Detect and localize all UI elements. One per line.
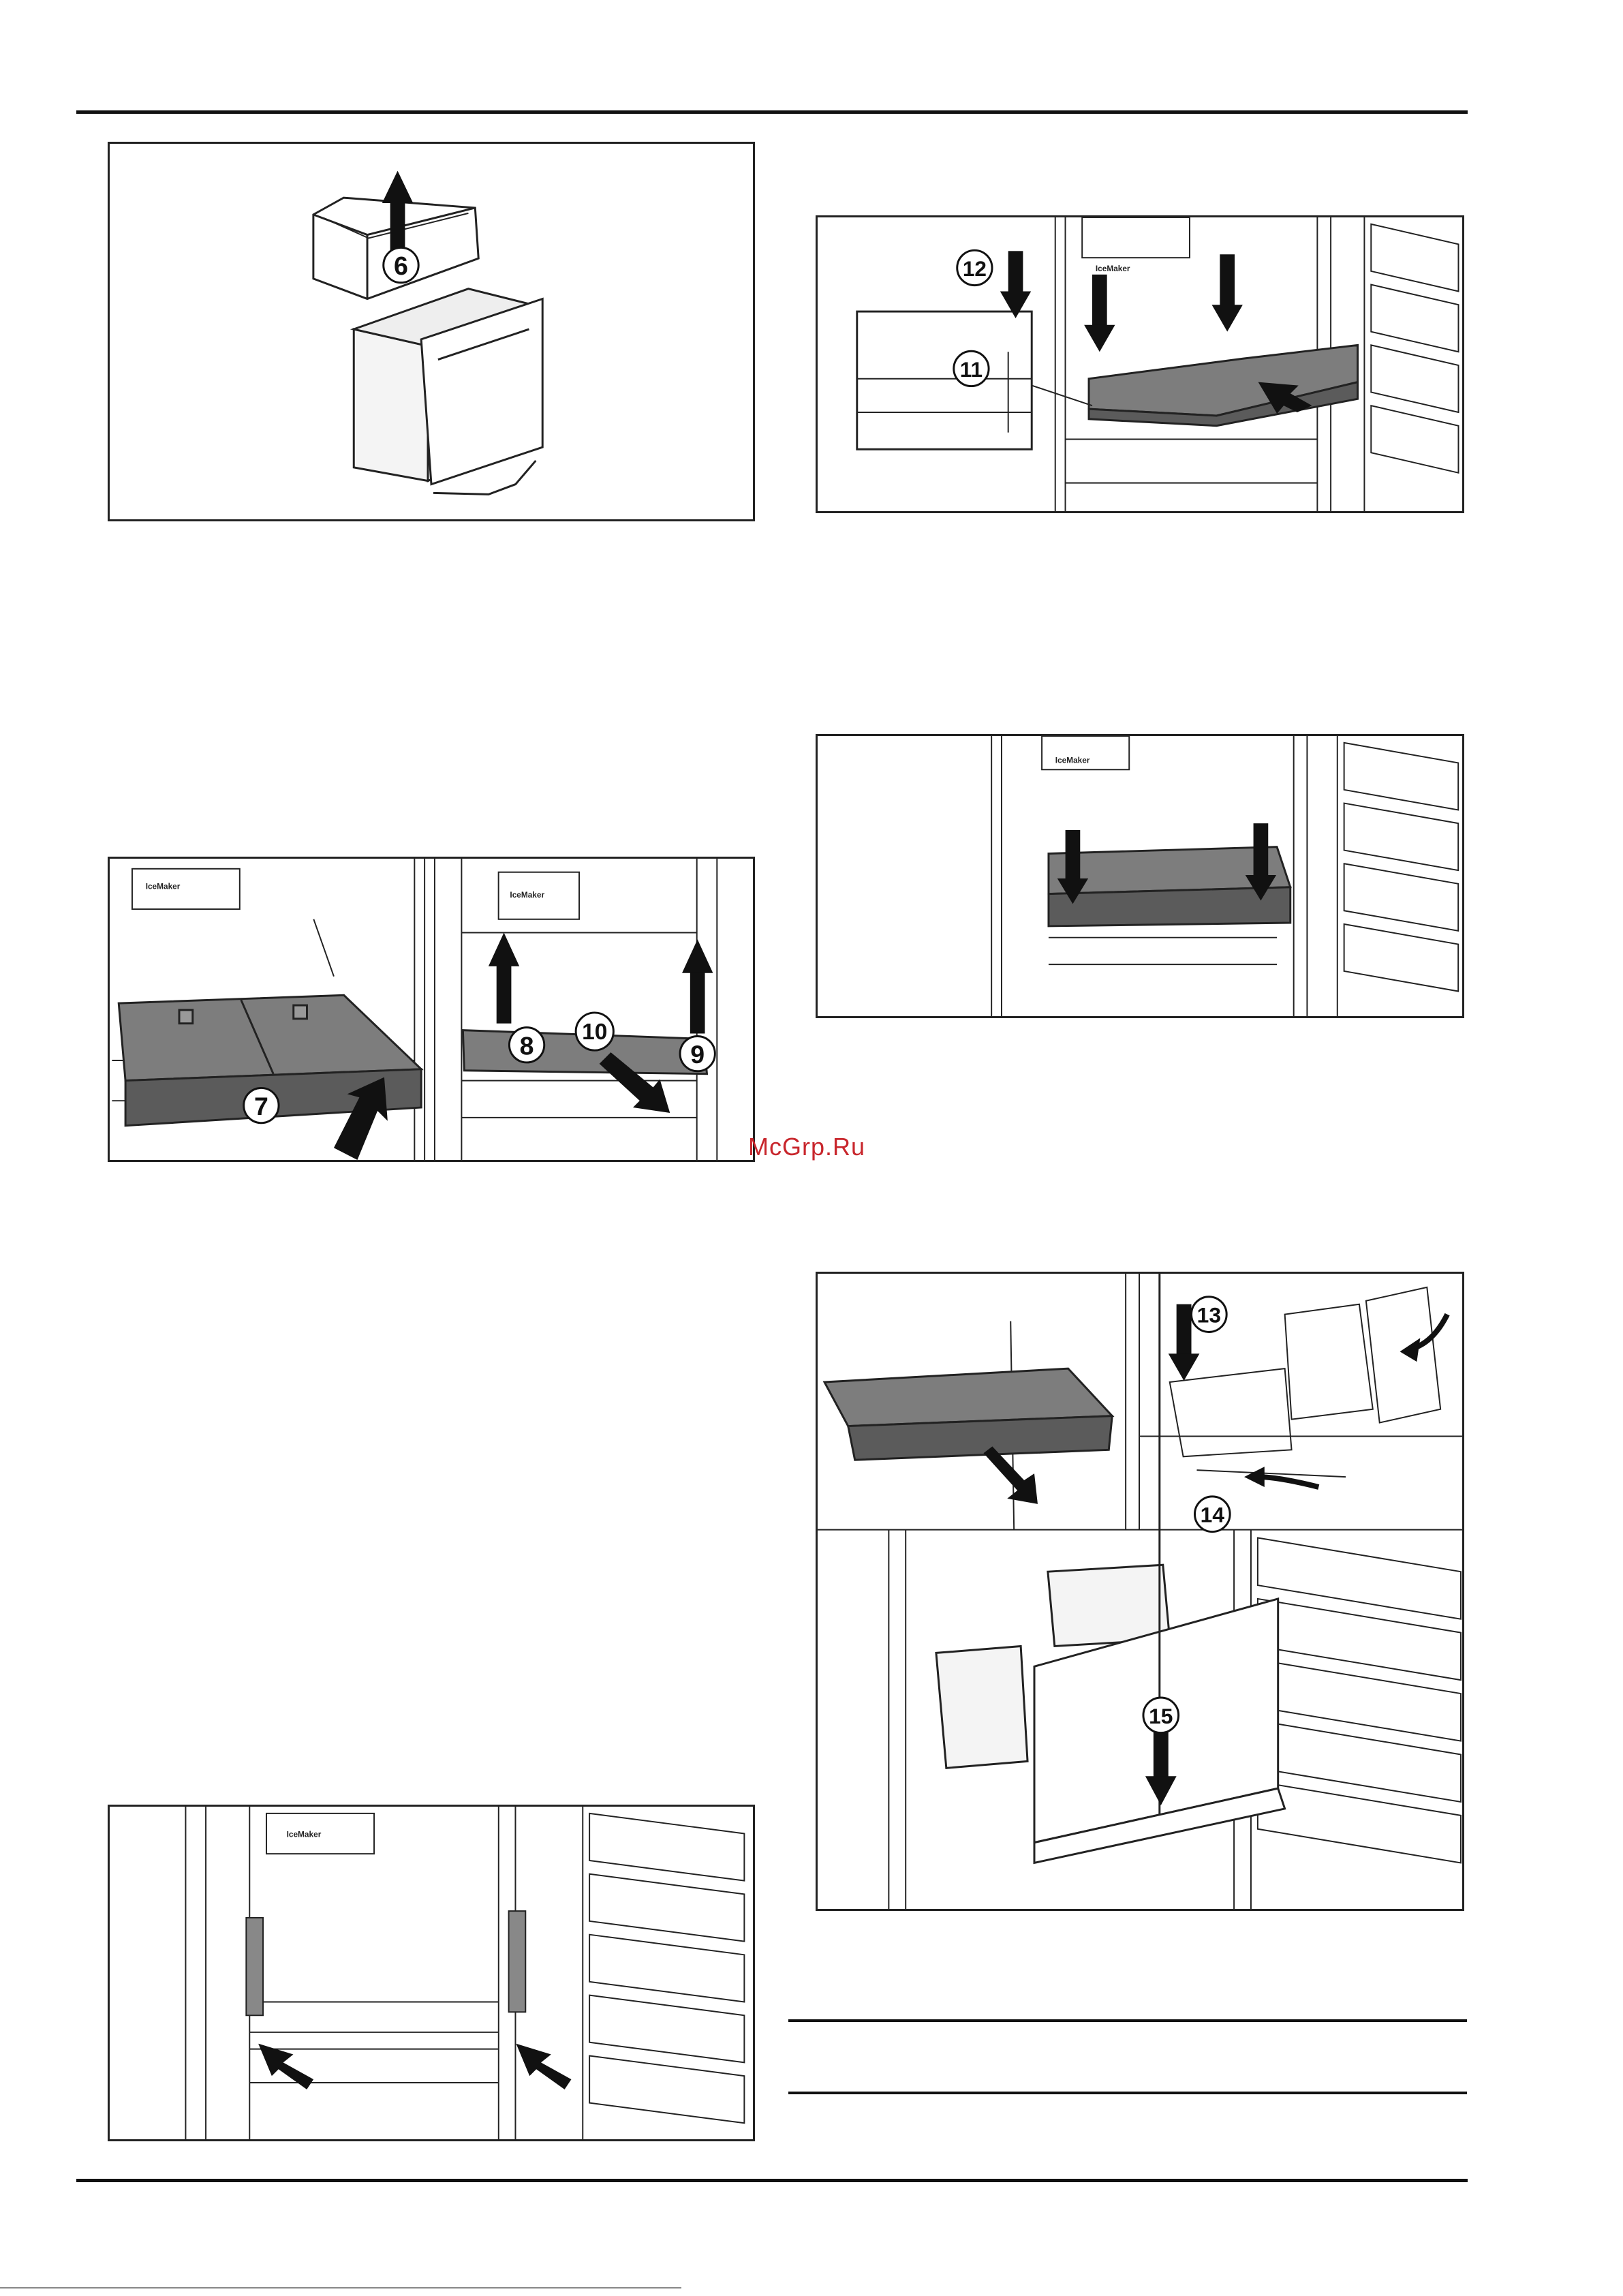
step-15-label: 15 — [1149, 1703, 1173, 1728]
icemaker-label-rails: IceMaker — [286, 1829, 322, 1839]
figure-rails — [108, 1805, 755, 2141]
icemaker-label-left: IceMaker — [145, 881, 181, 891]
icemaker-label-install: IceMaker — [1095, 263, 1130, 273]
step-6-label: 6 — [394, 251, 408, 281]
icemaker-label-right: IceMaker — [510, 890, 545, 900]
step-8-label: 8 — [519, 1031, 534, 1060]
step-7-label: 7 — [253, 1092, 268, 1121]
icemaker-label-press: IceMaker — [1055, 755, 1090, 765]
note-rule-bottom — [788, 2092, 1467, 2094]
arrow-diagonal-icon — [983, 1446, 1037, 1503]
step-11-label: 11 — [959, 356, 983, 382]
figure-step-11-12 — [816, 215, 1464, 513]
step-10-label: 10 — [582, 1020, 608, 1045]
watermark: McGrp.Ru — [748, 1133, 866, 1161]
footer-rule — [76, 2179, 1468, 2182]
figure-step-7-10 — [108, 857, 755, 1162]
step-13-label: 13 — [1196, 1302, 1222, 1328]
figure-shelf-press — [816, 734, 1464, 1018]
step-12-label: 12 — [962, 256, 987, 281]
step-14-label: 14 — [1200, 1502, 1224, 1527]
figure-step-6 — [108, 142, 755, 521]
step-9-label: 9 — [690, 1040, 705, 1069]
figure-step-13-15 — [816, 1272, 1464, 1911]
header-rule — [76, 110, 1468, 114]
page-edge-line — [0, 2287, 681, 2289]
note-rule-top — [788, 2019, 1467, 2022]
